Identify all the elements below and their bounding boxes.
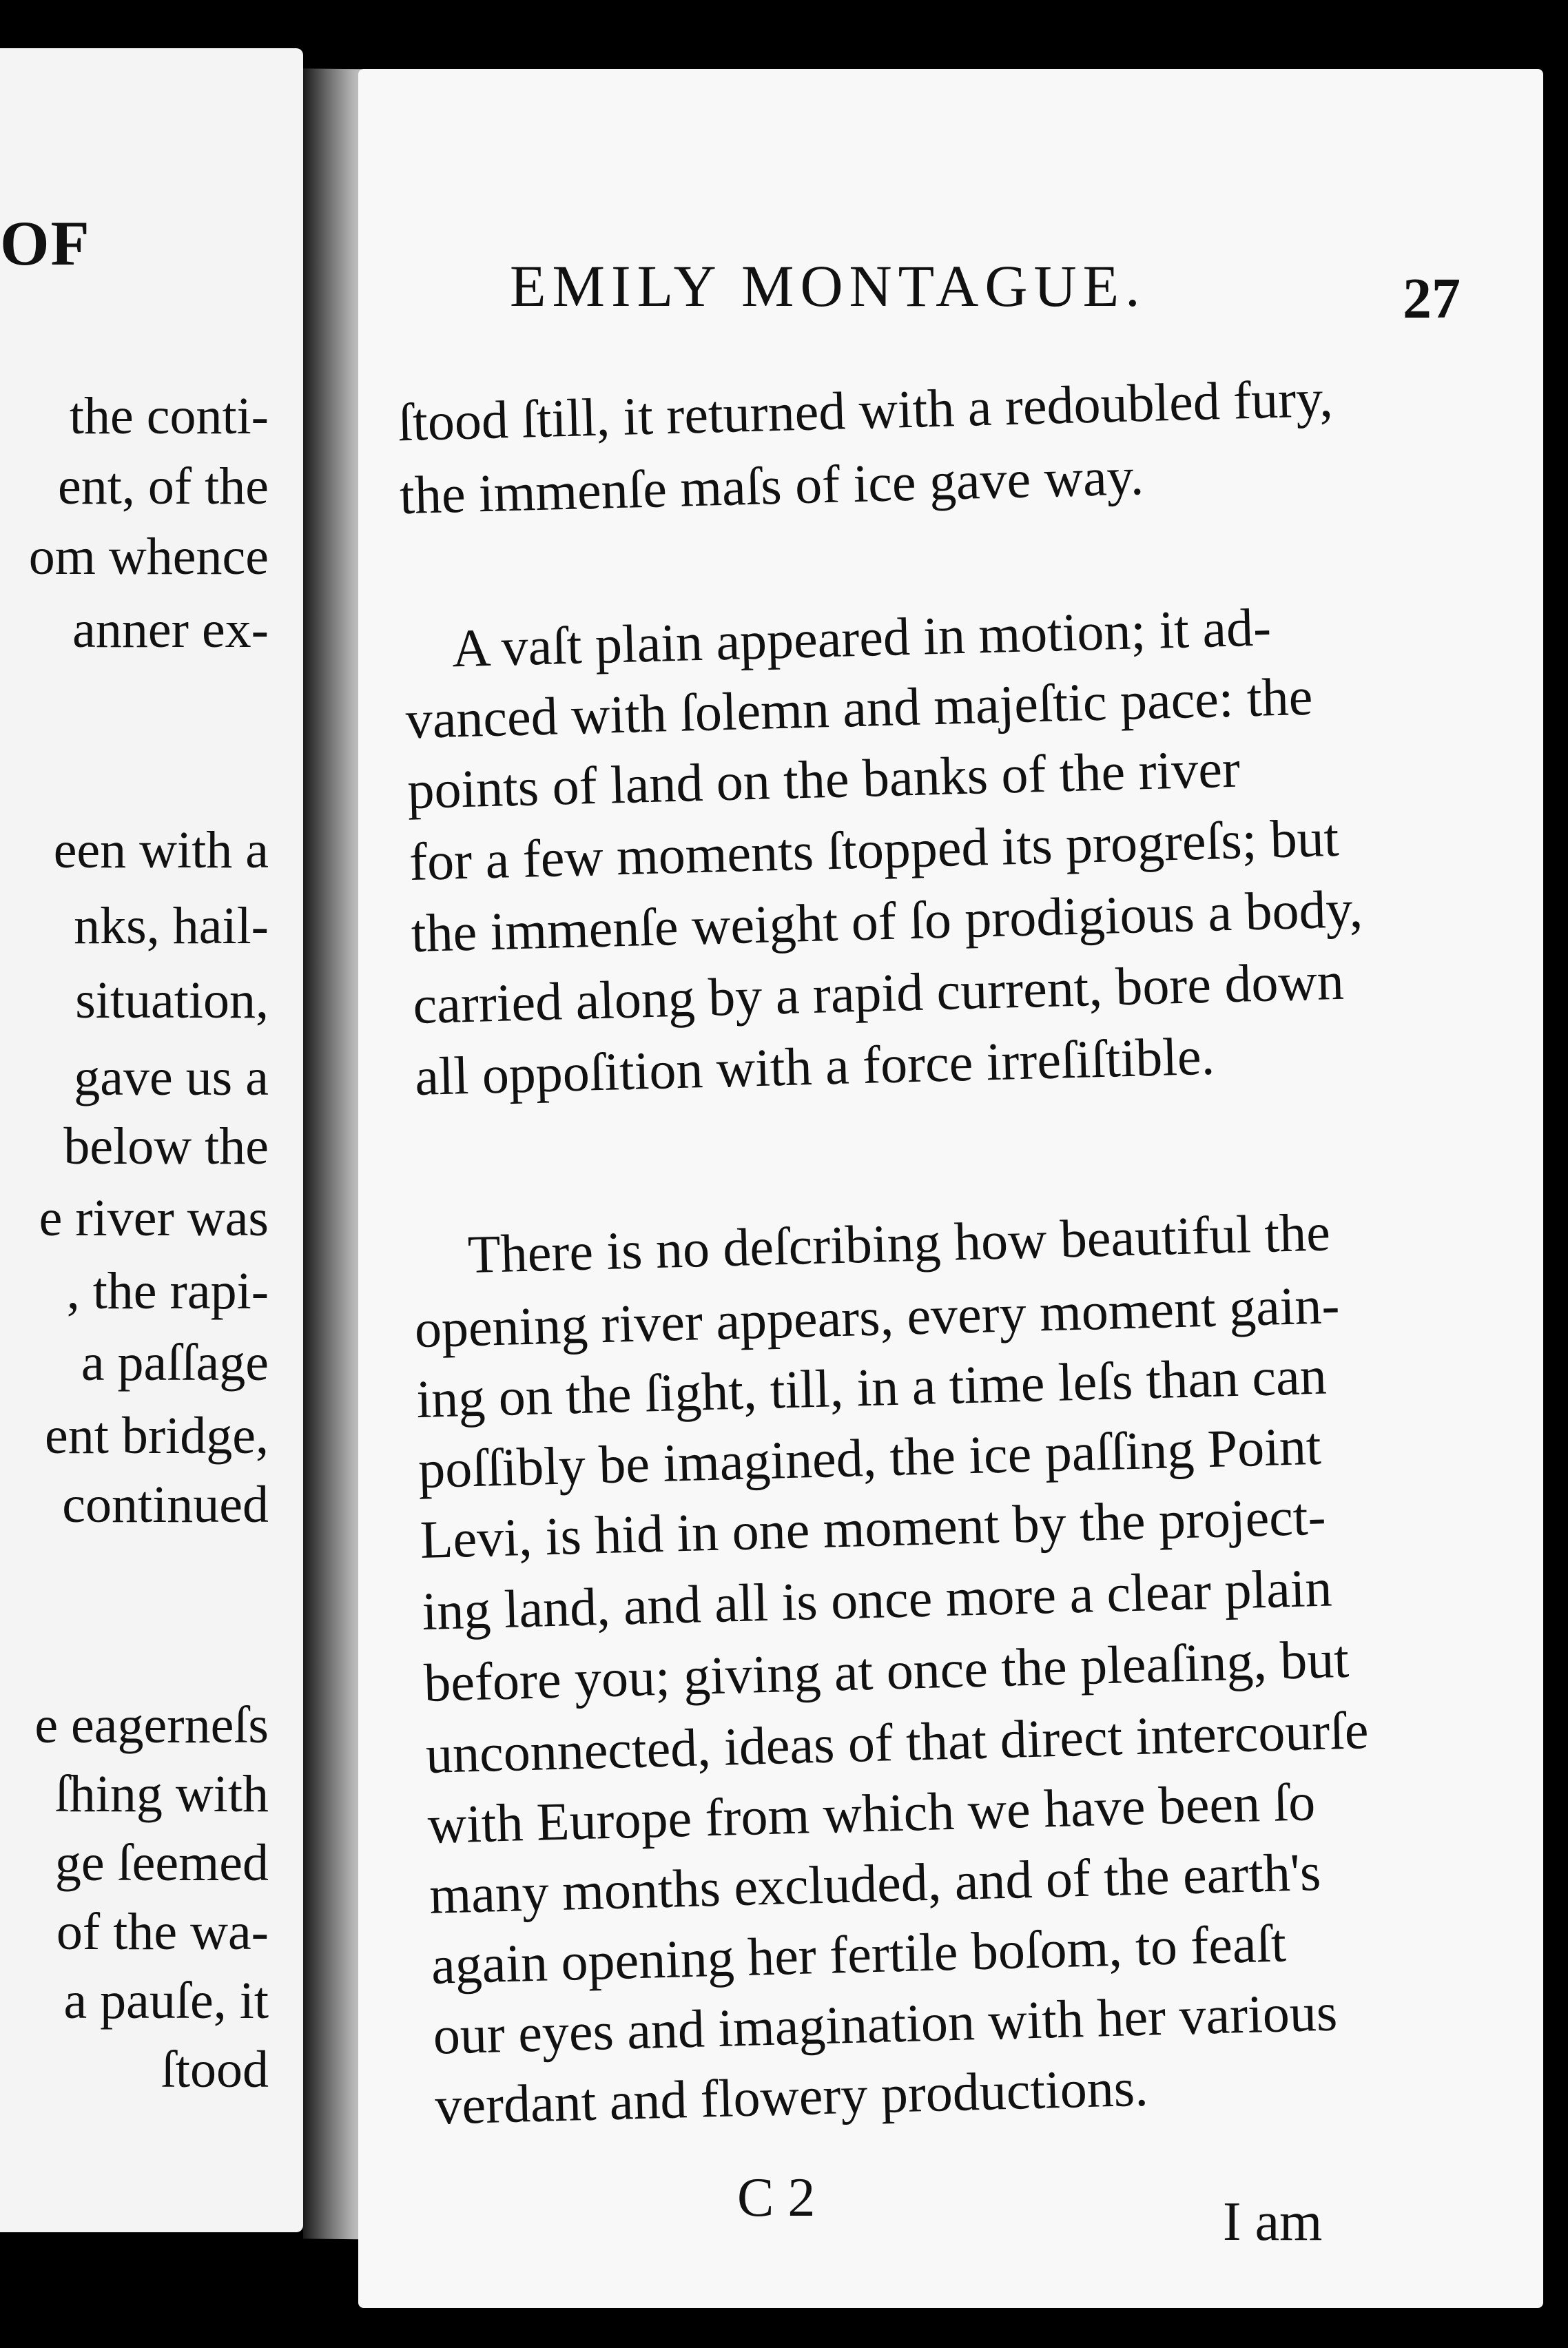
body-text [358, 69, 1543, 2308]
running-title: EMILY MONTAGUE. [510, 253, 1146, 319]
text-line: for a few moments ſtopped its progreſs; but [409, 807, 1340, 892]
left-page-line: ſtood [161, 2041, 269, 2099]
text-line: verdant and flowery productions. [434, 2057, 1149, 2136]
left-page-line: ge ſeemed [54, 1834, 269, 1892]
left-page-line: a paſſage [81, 1334, 269, 1392]
catchword: I am [1223, 2192, 1323, 2252]
page-number: 27 [1403, 267, 1461, 331]
text-line: all oppoſition with a force irreſiſtible. [414, 1025, 1216, 1107]
left-page-line: ent bridge, [44, 1407, 269, 1465]
left-page-line: situation, [75, 971, 269, 1029]
text-line: opening river appears, every moment gain- [413, 1275, 1341, 1359]
left-page-line: a pauſe, it [63, 1972, 269, 2030]
text-line: poſſibly be imagined, the ice paſſing Point [417, 1415, 1322, 1500]
text-line: again opening her fertile boſom, to feaſt [430, 1913, 1287, 1995]
left-page-line: ſhing with [54, 1765, 269, 1823]
signature-mark: C 2 [737, 2167, 816, 2228]
right-page [358, 69, 1543, 2308]
text-line: many months excluded, and of the earth's [429, 1842, 1322, 1925]
text-line: the immenſe weight of ſo prodigious a body, [410, 878, 1363, 964]
left-page-line: e eagerneſs [34, 1696, 269, 1754]
text-line: carried along by a rapid current, bore down [412, 950, 1345, 1036]
left-page [0, 48, 303, 2232]
text-line: unconnected, ideas of that direct intercourſe [424, 1700, 1370, 1784]
left-page-line: een with a [53, 821, 269, 879]
left-page-line: nks, hail- [74, 897, 269, 955]
text-line: ſtood ſtill, it returned with a redoubled fury, [397, 367, 1334, 453]
text-line: points of land on the banks of the river [406, 738, 1241, 821]
text-line: ing on the ſight, till, in a time leſs than can [415, 1345, 1328, 1430]
left-page-line: , the rapi- [66, 1262, 269, 1320]
text-line: the immenſe maſs of ice gave way. [399, 446, 1145, 526]
text-line: before you; giving at once the pleaſing, but [423, 1628, 1350, 1713]
left-page-line: below the [63, 1118, 269, 1175]
text-line: our eyes and imagination with her various [432, 1981, 1339, 2066]
left-page-line: gave us a [74, 1049, 269, 1106]
left-page-line: e river was [39, 1189, 269, 1247]
text-line: Levi, is hid in one moment by the project- [419, 1485, 1327, 1570]
left-page-line: the conti- [69, 387, 269, 445]
left-page-line: of the wa- [56, 1903, 269, 1961]
text-line: vanced with ſolemn and majeſtic pace: the [404, 666, 1314, 750]
left-page-line: ent, of the [57, 457, 269, 515]
left-page-line: om whence [28, 528, 269, 586]
text-line: A vaſt plain appeared in motion; it ad- [451, 597, 1272, 679]
left-page-line: anner ex- [72, 601, 269, 659]
text-line: with Europe from which we have been ſo [426, 1771, 1317, 1855]
text-line: ing land, and all is once more a clear plain [421, 1557, 1333, 1642]
left-page-heading-fragment: OF [0, 208, 91, 278]
left-page-line: continued [62, 1476, 269, 1534]
text-line: There is no deſcribing how beautiful the [466, 1202, 1331, 1285]
